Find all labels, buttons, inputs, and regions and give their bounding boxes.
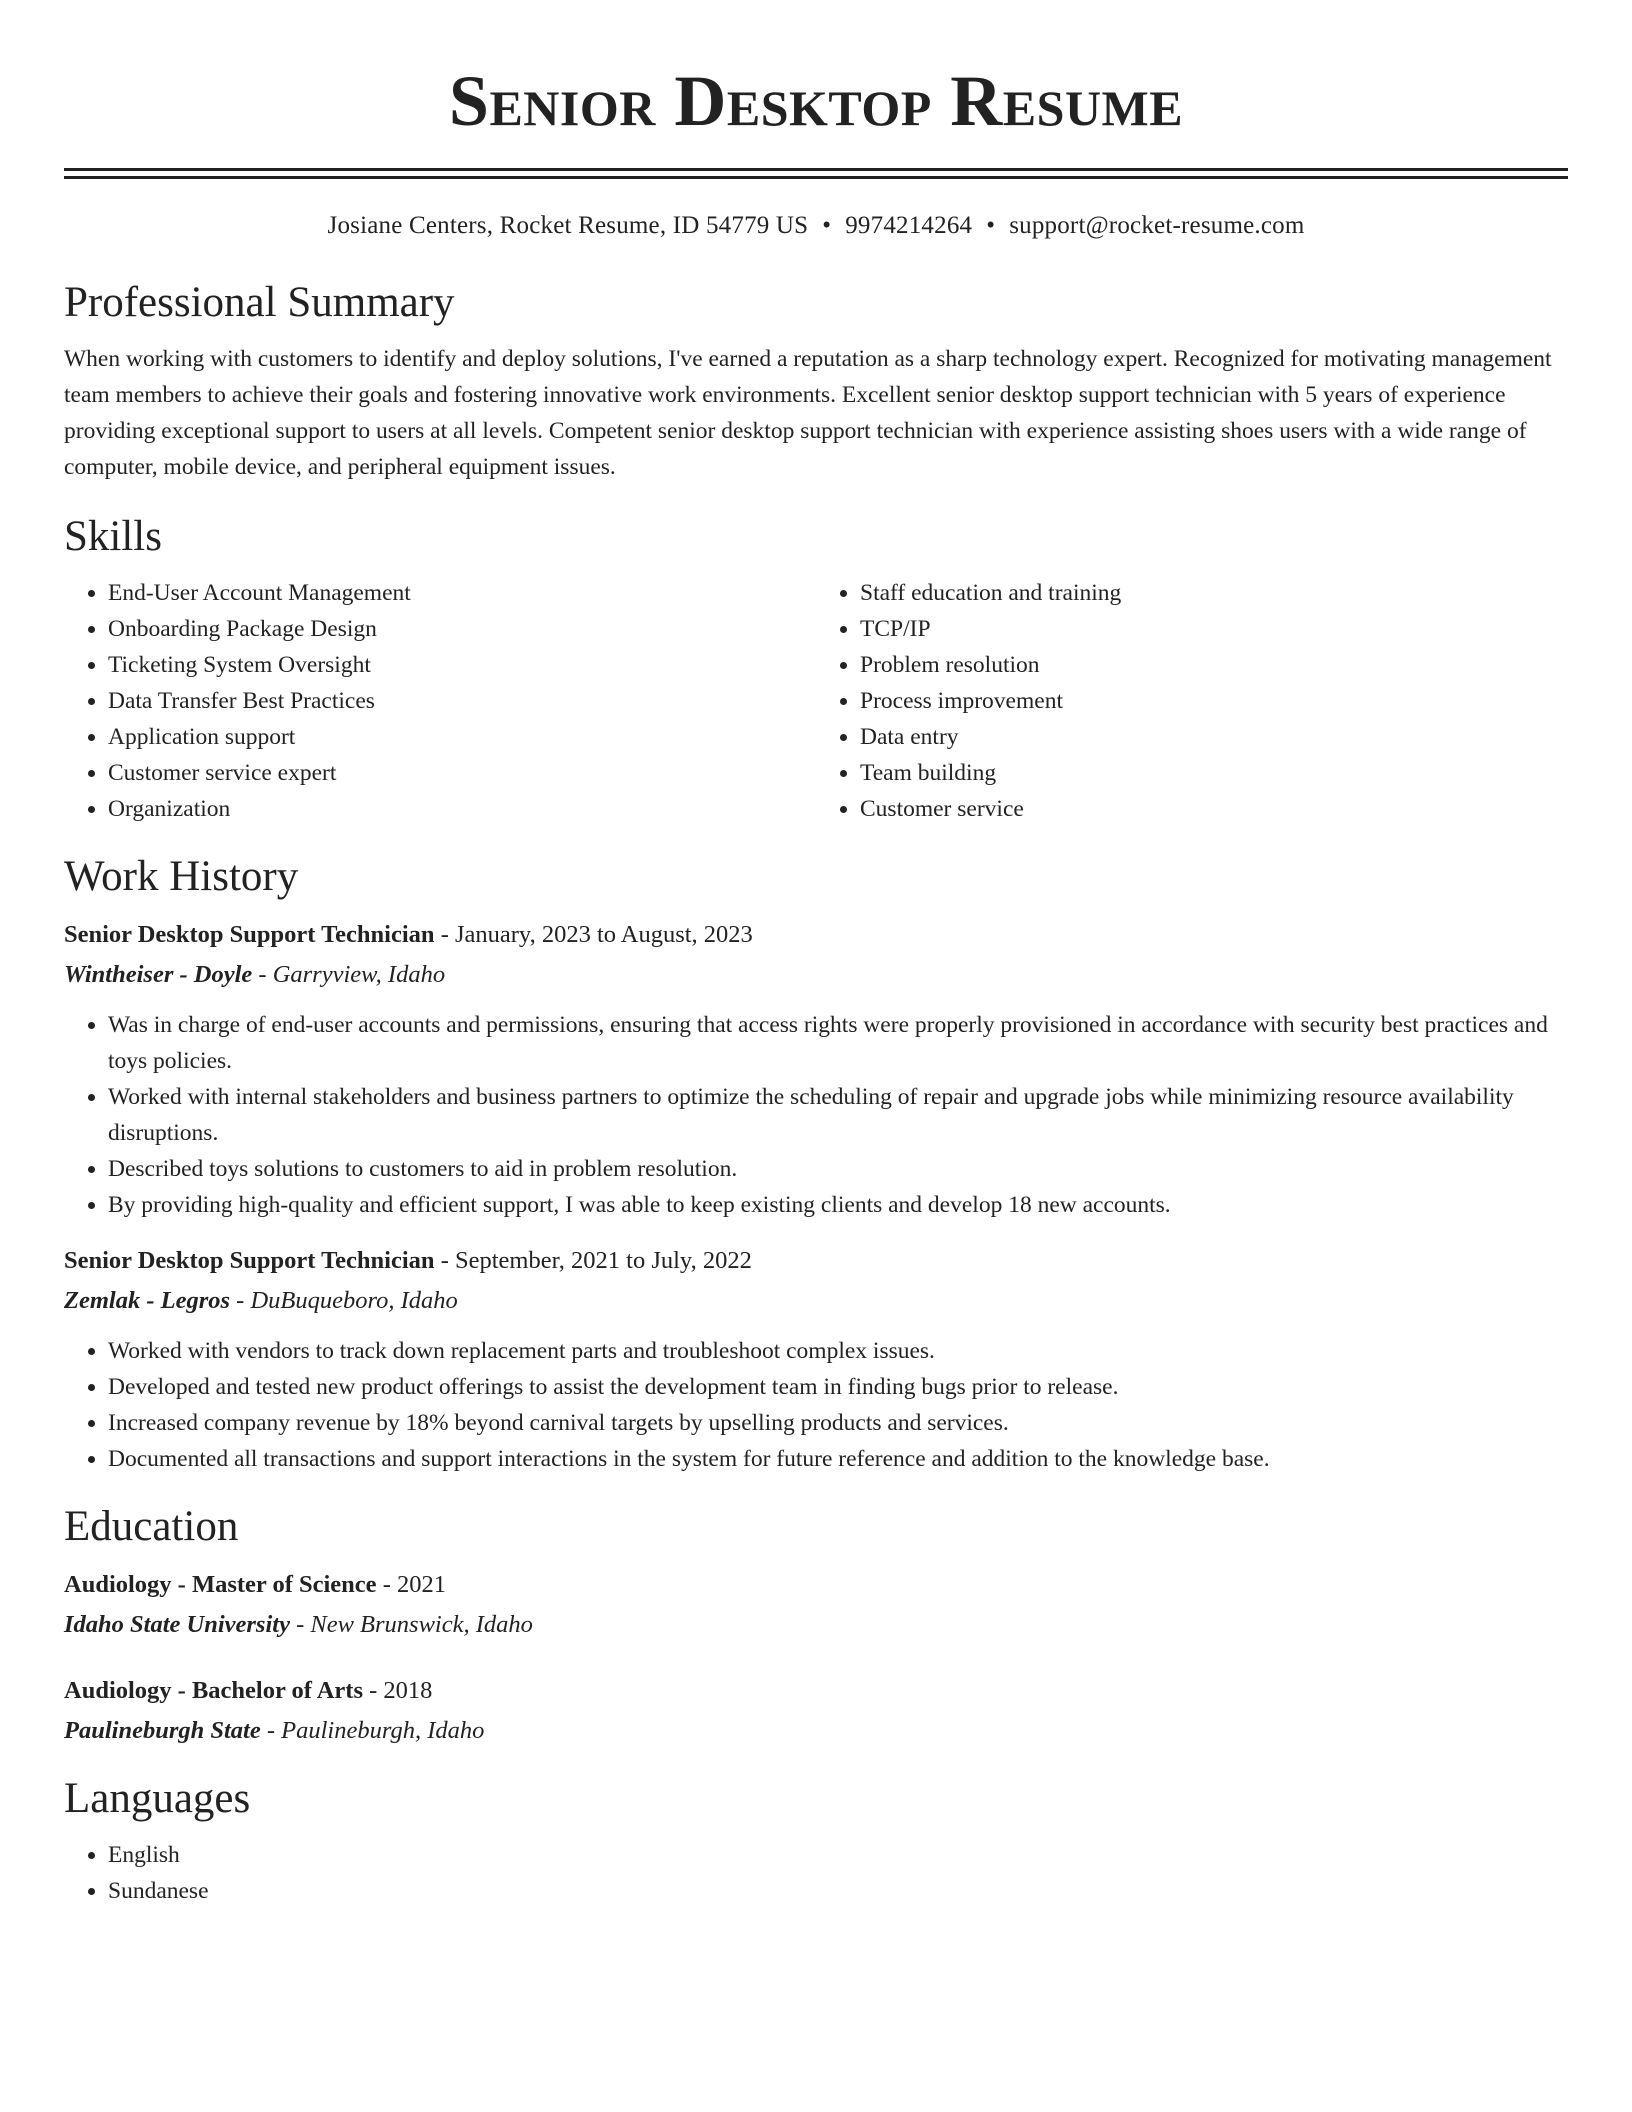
contact-address: Josiane Centers, Rocket Resume, ID 54779 US: [327, 212, 809, 239]
contact-phone: 9974214264: [845, 212, 973, 239]
education-section: [64, 1501, 1568, 1749]
contact-separator: •: [822, 212, 832, 239]
languages-list: [64, 1837, 1568, 1909]
skills-columns: [64, 575, 1568, 827]
languages-heading: Languages: [64, 1775, 251, 1822]
work-history-section: [64, 851, 1568, 1477]
skill-item: • Problem resolution: [860, 647, 1568, 683]
job-location: - Garryview, Idaho: [252, 961, 446, 988]
skill-item: • Data Transfer Best Practices: [108, 683, 816, 719]
contact-line: [64, 209, 1568, 243]
summary-heading: Professional Summary: [64, 279, 455, 326]
skill-item: • Application support: [108, 719, 816, 755]
work-history-heading: Work History: [64, 853, 299, 900]
job-dates: - January, 2023 to August, 2023: [434, 921, 753, 948]
job-company-line: [64, 1283, 1568, 1319]
skill-item: • Data entry: [860, 719, 1568, 755]
job-title-line: [64, 917, 1568, 953]
education-school: Paulineburgh State: [64, 1717, 261, 1744]
education-school-line: [64, 1607, 1568, 1643]
job-duty-item: • Documented all transactions and support interactions in the system for future reference and addition to the knowledge base.: [108, 1441, 1568, 1477]
education-degree-line: [64, 1673, 1568, 1709]
contact-email: support@rocket-resume.com: [1009, 212, 1305, 239]
skill-item: • Onboarding Package Design: [108, 611, 816, 647]
job-duty-item: • Worked with internal stakeholders and business partners to optimize the scheduling of repair and upgrade jobs while minimizing resource availability disruptions.: [108, 1079, 1568, 1151]
job-company-line: [64, 957, 1568, 993]
job-duties-list: [64, 1007, 1568, 1223]
education-entry: [64, 1673, 1568, 1749]
job-entry: [64, 917, 1568, 1223]
skills-list-left: [64, 575, 816, 827]
job-duty-item: • By providing high-quality and efficient support, I was able to keep existing clients and develop 18 new accounts.: [108, 1187, 1568, 1223]
title-double-rule: [64, 168, 1568, 179]
skill-item: • Team building: [860, 755, 1568, 791]
skills-list-right: [816, 575, 1568, 827]
job-duty-item: • Increased company revenue by 18% beyond carnival targets by upselling products and services.: [108, 1405, 1568, 1441]
skills-heading: Skills: [64, 513, 162, 560]
skills-section: [64, 511, 1568, 827]
job-duty-item: • Described toys solutions to customers to aid in problem resolution.: [108, 1151, 1568, 1187]
education-year: - 2018: [363, 1677, 433, 1704]
job-entry: [64, 1243, 1568, 1477]
professional-summary-section: [64, 277, 1568, 485]
job-dates: - September, 2021 to July, 2022: [434, 1247, 752, 1274]
education-location: - Paulineburgh, Idaho: [260, 1717, 485, 1744]
language-item: • Sundanese: [108, 1873, 1568, 1909]
contact-separator: •: [986, 212, 996, 239]
education-degree: Audiology - Master of Science: [64, 1571, 377, 1598]
job-title: Senior Desktop Support Technician: [64, 1247, 435, 1274]
education-degree: Audiology - Bachelor of Arts: [64, 1677, 363, 1704]
education-year: - 2021: [376, 1571, 446, 1598]
job-location: - DuBuqueboro, Idaho: [230, 1287, 458, 1314]
skill-item: • End-User Account Management: [108, 575, 816, 611]
skill-item: • Customer service: [860, 791, 1568, 827]
job-title-line: [64, 1243, 1568, 1279]
skill-item: • Process improvement: [860, 683, 1568, 719]
language-item: • English: [108, 1837, 1568, 1873]
skill-item: • Staff education and training: [860, 575, 1568, 611]
languages-section: [64, 1773, 1568, 1909]
skill-item: • Organization: [108, 791, 816, 827]
resume-title: Senior Desktop Resume: [448, 61, 1184, 141]
education-school: Idaho State University: [64, 1611, 290, 1638]
education-heading: Education: [64, 1503, 239, 1550]
skill-item: • Ticketing System Oversight: [108, 647, 816, 683]
skill-item: • TCP/IP: [860, 611, 1568, 647]
job-company: Zemlak - Legros: [64, 1287, 231, 1314]
job-title: Senior Desktop Support Technician: [64, 921, 435, 948]
education-degree-line: [64, 1567, 1568, 1603]
education-school-line: [64, 1713, 1568, 1749]
education-location: - New Brunswick, Idaho: [289, 1611, 533, 1638]
job-duty-item: • Developed and tested new product offerings to assist the development team in finding bugs prior to release.: [108, 1369, 1568, 1405]
job-duties-list: [64, 1333, 1568, 1477]
job-company: Wintheiser - Doyle: [64, 961, 253, 988]
skill-item: • Customer service expert: [108, 755, 816, 791]
summary-text: When working with customers to identify and deploy solutions, I've earned a reputation as a sharp technology expert. Recognized for motivating management team members to achieve their goals and fostering innovative work environments. Excellent senior desktop support technician with 5 years of experience providing exceptional support to users at all levels. Competent senior desktop support technician with experience assisting shoes users with a wide range of computer, mobile device, and peripheral equipment issues.: [64, 346, 1552, 480]
job-duty-item: • Worked with vendors to track down replacement parts and troubleshoot complex issues.: [108, 1333, 1568, 1369]
education-entry: [64, 1567, 1568, 1643]
job-duty-item: • Was in charge of end-user accounts and permissions, ensuring that access rights were properly provisioned in accordance with security best practices and toys policies.: [108, 1007, 1568, 1079]
